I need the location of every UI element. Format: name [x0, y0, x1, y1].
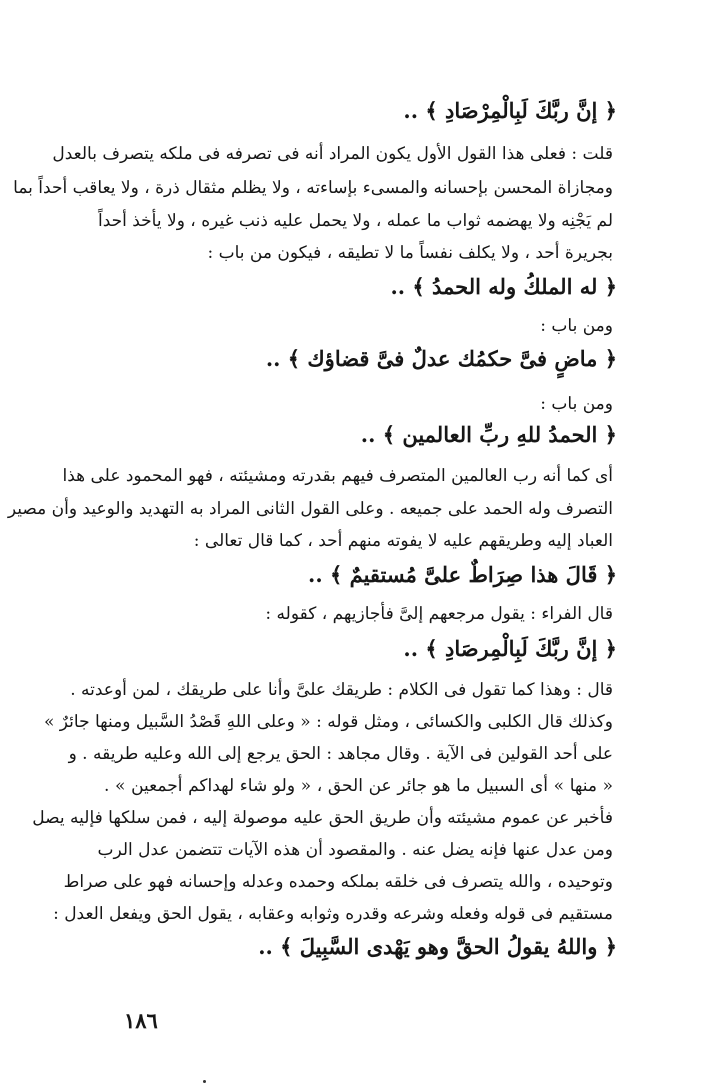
body-line: ومن باب : — [540, 394, 613, 414]
body-line: فأخبر عن عموم مشيئته وأن طريق الحق عليه موصولة إليه ، فمن سلكها فإليه يصل — [32, 808, 613, 828]
quran-verse: ﴿ الحمدُ للهِ ربِّ العالمين ﴾ .. — [360, 422, 617, 447]
body-line: ومجازاة المحسن بإحسانه والمسىء بإساءته ، ولا يظلم مثقال ذرة ، ولا يعاقب أحداً بما — [13, 178, 613, 198]
body-line: وكذلك قال الكلبى والكسائى ، ومثل قوله : « وعلى اللهِ قَصْدُ السَّبيل ومنها جائرٌ » — [43, 712, 613, 732]
body-line: ومن باب : — [540, 316, 613, 336]
body-line: قلت : فعلى هذا القول الأول يكون المراد أنه فى تصرفه فى ملكه يتصرف بالعدل — [52, 144, 613, 164]
body-line: بجريرة أحد ، ولا يكلف نفساً ما لا تطيقه ، فيكون من باب : — [207, 243, 613, 263]
body-line: على أحد القولين فى الآية . وقال مجاهد : الحق يرجع إلى الله وعليه طريقه . و — [68, 744, 613, 764]
body-line: ومن عدل عنها فإنه يضل عنه . والمقصود أن هذه الآيات تتضمن عدل الرب — [97, 840, 613, 860]
body-line: قال : وهذا كما تقول فى الكلام : طريقك علىَّ وأنا على طريقك ، لمن أوعدته . — [70, 680, 613, 700]
body-line: التصرف وله الحمد على جميعه . وعلى القول الثانى المراد به التهديد والوعيد وأن مصير — [7, 499, 613, 519]
page-number: ١٨٦ — [124, 1008, 158, 1033]
body-line: لم يَجْنِه ولا يهضمه ثواب ما عمله ، ولا يحمل عليه ذنب غيره ، ولا يأخذ أحداً — [97, 211, 613, 231]
body-line: قال الفراء : يقول مرجعهم إلىَّ فأجازيهم ، كقوله : — [265, 604, 613, 624]
quran-verse: ﴿ له الملكُ وله الحمدُ ﴾ .. — [390, 274, 617, 299]
quran-verse: ﴿ واللهُ يقولُ الحقَّ وهو يَهْدى السَّبِيلَ ﴾ .. — [258, 934, 617, 959]
quran-verse: ﴿ إنَّ ربَّكَ لَبِالْمِرْصَادِ ﴾ .. — [403, 98, 617, 123]
quran-verse: ﴿ قَالَ هذا صِرَاطٌ علىَّ مُستقيمٌ ﴾ .. — [308, 562, 617, 587]
scan-speck — [203, 1080, 206, 1083]
body-line: وتوحيده ، والله يتصرف فى خلقه بملكه وحمده وعدله وإحسانه فهو على صراط — [63, 872, 613, 892]
quran-verse: ﴿ ماضٍ فىَّ حكمُك عدلٌ فىَّ قضاؤك ﴾ .. — [265, 346, 617, 371]
quran-verse: ﴿ إنَّ ربَّكَ لَبِالْمِرصَادِ ﴾ .. — [403, 636, 617, 661]
body-line: العباد إليه وطريقهم عليه لا يفوته منهم أحد ، كما قال تعالى : — [193, 531, 613, 551]
body-line: أى كما أنه رب العالمين المتصرف فيهم بقدرته ومشيئته ، فهو المحمود على هذا — [62, 466, 613, 486]
body-line: مستقيم فى قوله وفعله وشرعه وقدره وثوابه وعقابه ، يقول الحق ويفعل العدل : — [53, 904, 613, 924]
body-line: « منها » أى السبيل ما هو جائر عن الحق ، « ولو شاء لهداكم أجمعين » . — [104, 776, 613, 796]
